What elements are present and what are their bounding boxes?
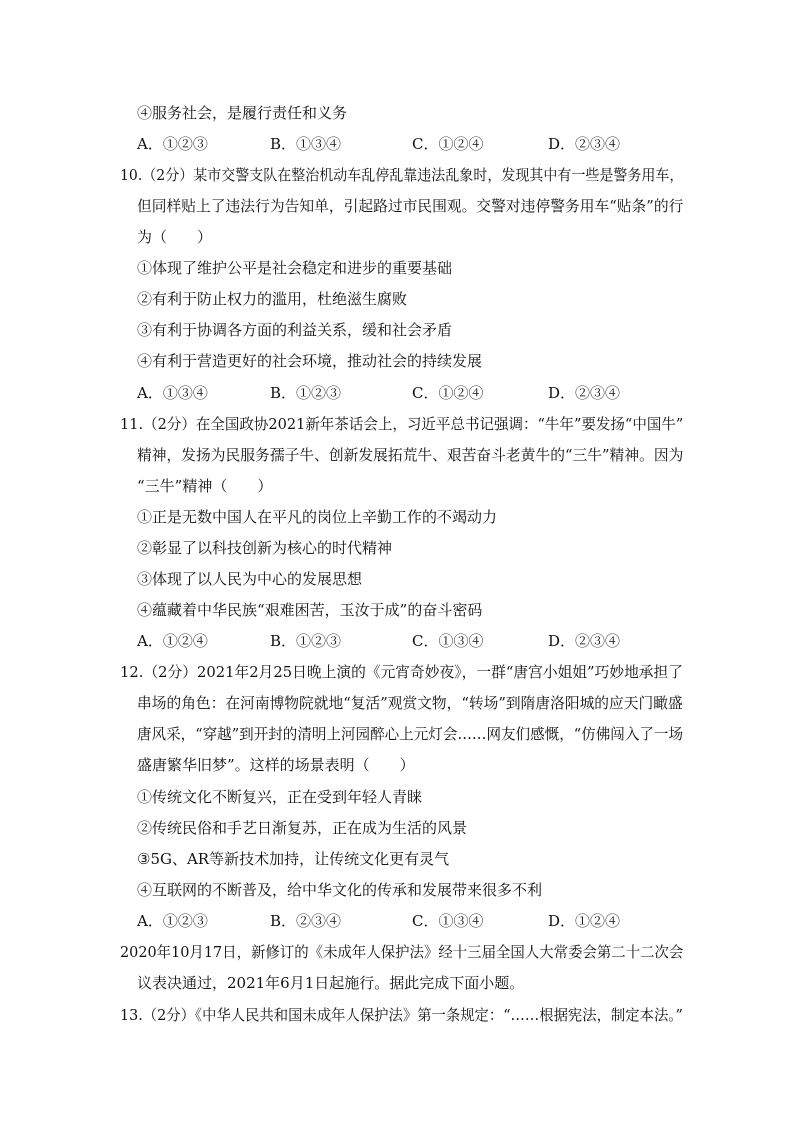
q11-stem-cont: “三牛”精神（ ） (137, 477, 273, 495)
q11-stem: 11.（2分）在全国政协2021新年茶话会上，习近平总书记强调：“牛年”要发扬“中国牛” (120, 415, 684, 433)
option-c: C．①②④ (412, 384, 484, 402)
option-b: B．①②③ (270, 384, 342, 402)
q12-choice-3: ③5G、AR等新技术加持，让传统文化更有灵气 (137, 850, 450, 868)
option-c: C．①③④ (412, 912, 484, 930)
q11-choice-4: ④蕴藏着中华民族“艰难困苦，玉汝于成”的奋斗密码 (137, 601, 483, 619)
q10-choice-4: ④有利于营造更好的社会环境，推动社会的持续发展 (137, 352, 483, 370)
q12-stem-cont: 串场的角色：在河南博物院就地“复活”观赏文物，“转场”到隋唐洛阳城的应天门瞰盛 (137, 694, 683, 712)
q12-choice-2: ②传统民俗和手艺日渐复苏，正在成为生活的风景 (137, 819, 468, 837)
q12-stem-cont: 唐风采，“穿越”到开封的清明上河园醉心上元灯会……网友们感慨，“仿佛闯入了一场 (137, 725, 684, 743)
option-d: D．①②④ (548, 912, 621, 930)
q11-choice-2: ②彰显了以科技创新为核心的时代精神 (137, 539, 393, 557)
q11-stem-cont: 精神，发扬为民服务孺子牛、创新发展拓荒牛、艰苦奋斗老黄牛的“三牛”精神。因为 (137, 446, 684, 464)
q9-choice-4: ④服务社会，是履行责任和义务 (137, 104, 348, 122)
option-a: A．①③④ (137, 384, 208, 402)
q10-stem: 10.（2分）某市交警支队在整治机动车乱停乱靠违法乱象时，发现其中有一些是警务用车， (120, 166, 684, 184)
q12-stem: 12.（2分）2021年2月25日晚上演的《元宵奇妙夜》，一群“唐宫小姐姐”巧妙地承担了 (120, 663, 684, 681)
q12-stem-cont: 盛唐繁华旧梦”。这样的场景表明（ ） (137, 756, 415, 774)
material-intro: 2020年10月17日，新修订的《未成年人保护法》经十三届全国人大常委会第二十二次会 (120, 943, 684, 961)
option-d: D．②③④ (548, 135, 621, 153)
option-b: B．①②③ (270, 632, 342, 650)
q10-choice-2: ②有利于防止权力的滥用，杜绝滋生腐败 (137, 290, 408, 308)
q12-choice-4: ④互联网的不断普及，给中华文化的传承和发展带来很多不利 (137, 881, 543, 899)
option-c: C．①②④ (412, 135, 484, 153)
q13-stem: 13.（2分）《中华人民共和国未成年人保护法》第一条规定：“……根据宪法，制定本法。” (120, 1006, 683, 1024)
q10-choice-3: ③有利于协调各方面的利益关系，缓和社会矛盾 (137, 321, 453, 339)
q10-choice-1: ①体现了维护公平是社会稳定和进步的重要基础 (137, 259, 453, 277)
option-a: A．①②③ (137, 135, 208, 153)
material-intro-cont: 议表决通过，2021年6月1日起施行。据此完成下面小题。 (137, 974, 525, 992)
q10-stem-cont: 但同样贴上了违法行为告知单，引起路过市民围观。交警对违停警务用车“贴条”的行 (137, 197, 684, 215)
option-a: A．①②④ (137, 632, 208, 650)
option-d: D．②③④ (548, 632, 621, 650)
q10-stem-cont: 为（ ） (137, 228, 213, 246)
option-b: B．①③④ (270, 135, 342, 153)
option-d: D．②③④ (548, 384, 621, 402)
q12-choice-1: ①传统文化不断复兴，正在受到年轻人青睐 (137, 788, 423, 806)
option-a: A．①②③ (137, 912, 208, 930)
q11-choice-3: ③体现了以人民为中心的发展思想 (137, 570, 363, 588)
option-c: C．①③④ (412, 632, 484, 650)
option-b: B．②③④ (270, 912, 342, 930)
q11-choice-1: ①正是无数中国人在平凡的岗位上辛勤工作的不竭动力 (137, 508, 498, 526)
